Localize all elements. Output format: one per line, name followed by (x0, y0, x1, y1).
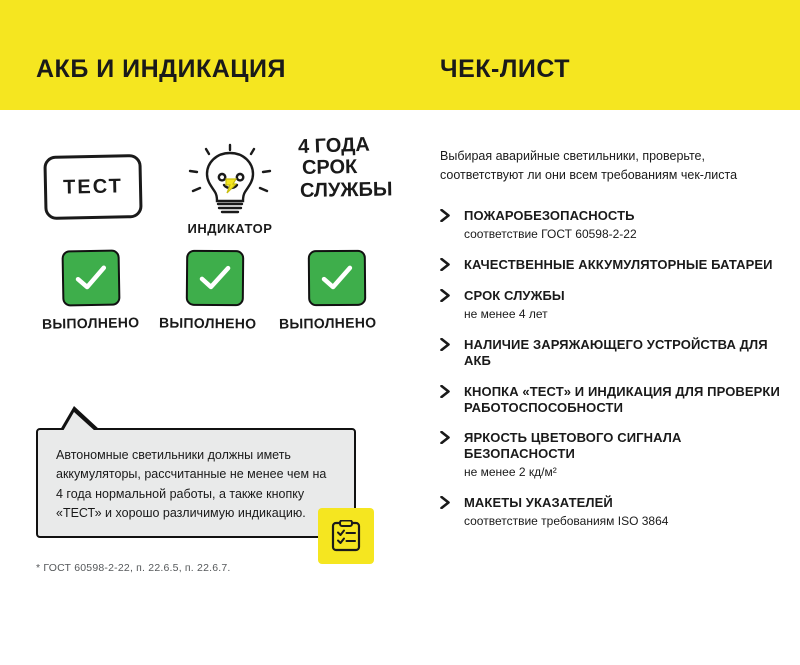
list-item-sub: не менее 4 лет (464, 306, 548, 321)
chevron-right-icon (440, 338, 454, 352)
list-item (440, 495, 780, 529)
list-item-title: СРОК СЛУЖБЫ (464, 287, 565, 303)
service-life-sketch (298, 135, 418, 247)
years-line-2: СРОК (301, 156, 358, 180)
callout-box (36, 428, 356, 538)
list-item (440, 384, 780, 416)
callout-text: Автономные светильники должны иметь аккумуляторы, рассчитанные не менее чем на 4 года нормальной работы, а также кнопку «ТЕСТ» и хорошо различимую индикацию. (56, 448, 327, 521)
done-label: ВЫПОЛНЕНО (158, 314, 257, 332)
intro-text: Выбирая аварийные светильники, проверьте, соответствуют ли они всем требованиям чек-листа (440, 149, 738, 182)
test-button-sketch (43, 154, 142, 220)
list-item (440, 430, 780, 480)
list-item (440, 337, 780, 369)
list-item-sub: не менее 2 кд/м² (464, 465, 557, 480)
check-icon (62, 249, 121, 306)
indicator-label: ИНДИКАТОР (187, 221, 273, 236)
list-item-title: КНОПКА «ТЕСТ» И ИНДИКАЦИЯ ДЛЯ ПРОВЕРКИ РАБОТОСПОСОБНОСТИ (464, 383, 780, 415)
chevron-right-icon (440, 431, 454, 445)
chevron-right-icon (440, 385, 454, 399)
light-bulb-icon (176, 141, 284, 223)
right-column (440, 110, 780, 665)
list-item (440, 257, 780, 273)
chevron-right-icon (440, 258, 454, 272)
clipboard-list-icon (331, 520, 361, 552)
list-item-title: МАКЕТЫ УКАЗАТЕЛЕЙ (464, 495, 613, 511)
left-column (0, 110, 420, 665)
checkmark-row (36, 250, 396, 310)
list-item (440, 288, 780, 322)
indicator-sketch (176, 141, 284, 245)
done-labels-row (36, 315, 396, 341)
done-label: ВЫПОЛНЕНО (278, 314, 377, 332)
list-item-title: ПОЖАРОБЕЗОПАСНОСТЬ (464, 208, 635, 223)
done-label: ВЫПОЛНЕНО (41, 314, 140, 332)
sketch-row (36, 135, 396, 245)
checklist (440, 208, 780, 544)
chevron-right-icon (440, 209, 454, 223)
chevron-right-icon (440, 289, 454, 303)
years-line-1: 4 ГОДА (297, 133, 371, 159)
test-button-label: ТЕСТ (62, 174, 124, 199)
check-icon (186, 250, 244, 307)
callout-tail-inner (63, 412, 95, 431)
list-item-sub: соответствие требованиям ISO 3864 (464, 514, 669, 529)
check-icon (308, 250, 366, 307)
page-title-right: ЧЕК-ЛИСТ (440, 55, 571, 83)
list-item-title: КАЧЕСТВЕННЫЕ АККУМУЛЯТОРНЫЕ БАТАРЕИ (464, 257, 773, 273)
checklist-badge-icon (318, 508, 374, 564)
chevron-right-icon (440, 496, 454, 510)
years-line-3: СЛУЖБЫ (299, 178, 393, 202)
list-item-title: НАЛИЧИЕ ЗАРЯЖАЮЩЕГО УСТРОЙСТВА ДЛЯ АКБ (464, 336, 768, 368)
list-item-sub: соответствие ГОСТ 60598-2-22 (464, 226, 637, 241)
list-item (440, 208, 780, 242)
page-title-left: АКБ И ИНДИКАЦИЯ (36, 55, 286, 83)
footnote: * ГОСТ 60598-2-22, п. 22.6.5, п. 22.6.7. (36, 562, 231, 574)
list-item-title: ЯРКОСТЬ ЦВЕТОВОГО СИГНАЛА БЕЗОПАСНОСТИ (464, 430, 682, 462)
